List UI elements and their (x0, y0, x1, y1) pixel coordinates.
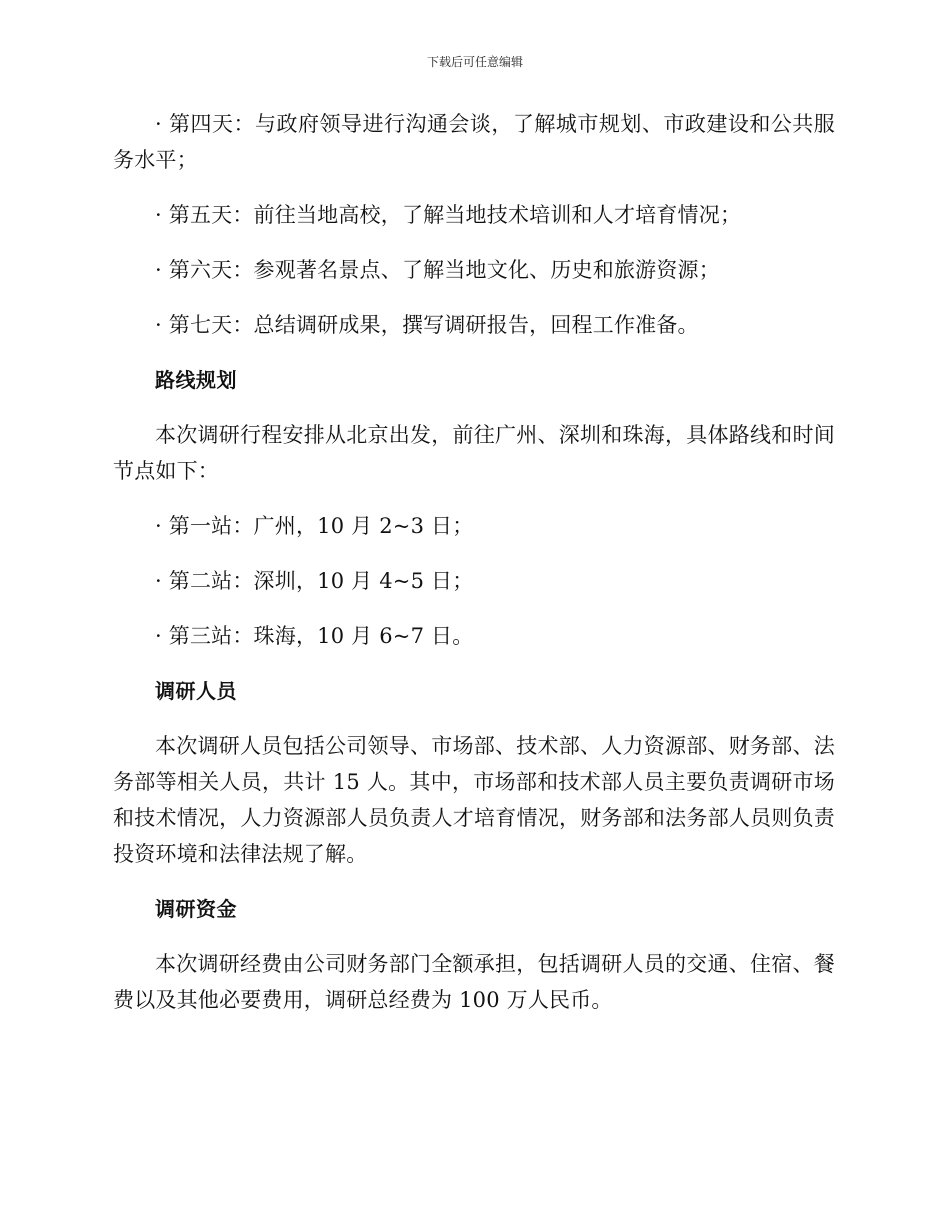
schedule-day-5: · 第五天：前往当地高校，了解当地技术培训和人才培育情况； (155, 203, 742, 227)
page-header: 下载后可任意编辑 (426, 55, 523, 69)
route-intro: 本次调研行程安排从北京出发，前往广州、深圳和珠海，具体路线和时间节点如下： (113, 423, 835, 483)
schedule-day-4: · 第四天：与政府领导进行沟通会谈，了解城市规划、市政建设和公共服务水平； (113, 112, 835, 172)
route-stop-3: · 第三站：珠海，10 月 6~7 日。 (155, 624, 474, 648)
schedule-day-7: · 第七天：总结调研成果，撰写调研报告，回程工作准备。 (155, 313, 699, 337)
document-body (113, 106, 835, 1037)
route-stop-2: · 第二站：深圳，10 月 4~5 日； (155, 569, 474, 593)
funding-paragraph: 本次调研经费由公司财务部门全额承担，包括调研人员的交通、住宿、餐费以及其他必要费用，调研总经费为 100 万人民币。 (113, 952, 835, 1012)
funding-heading: 调研资金 (155, 897, 237, 921)
personnel-paragraph: 本次调研人员包括公司领导、市场部、技术部、人力资源部、财务部、法务部等相关人员，共计 15 人。其中，市场部和技术部人员主要负责调研市场和技术情况，人力资源部人员负责人才培育情况，财务部和法务部人员则负责投资环境和法律法规了解。 (113, 734, 835, 866)
route-heading: 路线规划 (155, 368, 237, 392)
schedule-day-6: · 第六天：参观著名景点、了解当地文化、历史和旅游资源； (155, 258, 720, 282)
personnel-heading: 调研人员 (155, 679, 237, 703)
route-stop-1: · 第一站：广州，10 月 2~3 日； (155, 514, 474, 538)
